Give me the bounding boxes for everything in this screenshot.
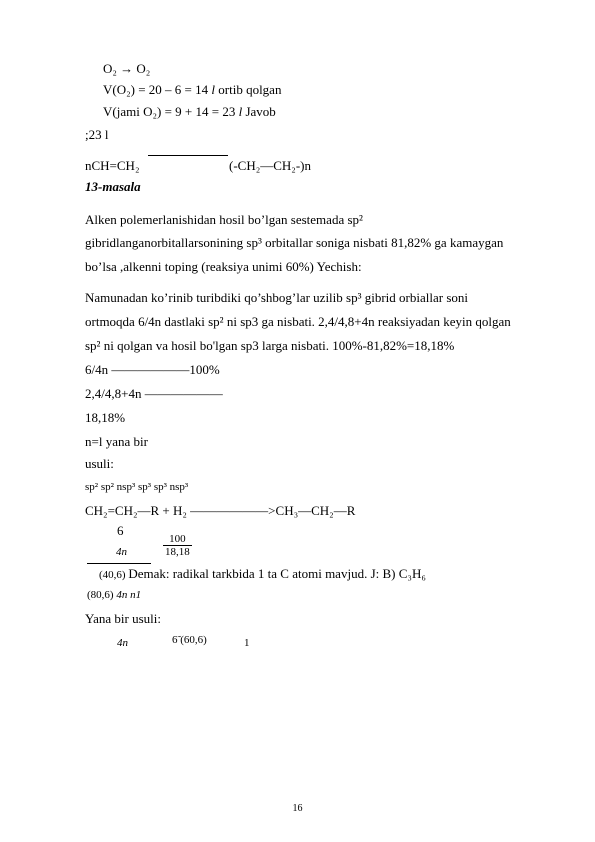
another-method-label: n=l yana bir [85,434,148,449]
hybridization-labels: sp² sp² nsp³ sp³ sp³ nsp³ [85,481,189,493]
method2-term-4n: 4n [117,637,128,649]
fraction-rule-left [87,563,151,564]
volume-o2-text: V(O₂) = 20 – 6 = 14 [103,82,212,97]
method2-term-6: 6̃ (60,6) [172,634,207,646]
solution-text-3: sp² ni qolgan va hosil bo'lgan sp3 larga nisbati. 100%-81,82%=18,18% [85,338,455,353]
volume-total-unit: l [238,104,243,119]
fraction-numerator-100: 100 [163,533,192,546]
volume-total-tail: Javob [242,104,276,119]
method2-term-1: 1 [244,637,250,649]
solution-text-2: ortmoqda 6/4n dastlaki sp² ni sp3 ga nisbati. 2,4/4,8+4n reaksiyadan keyin qolgan [85,314,511,329]
fraction-numerator-6: 6 [117,523,124,538]
line-reaction-o2: O₂ → O₂ [103,61,151,76]
page-number: 16 [292,803,303,814]
conclusion-prefix: (40,6) [99,569,129,581]
volume-total-text: V(jami O₂) = 9 + 14 = 23 [103,104,239,119]
line-volume-o2 [103,82,281,97]
polymerization-left: nCH=CH₂ [85,158,140,173]
fraction-100-over-18-18 [163,533,192,558]
problem-heading: 13-masala [85,179,141,194]
problem-text-2: gibridlanganorbitallarsonining sp³ orbitallar soniga nisbati 81,82% ga kamaygan [85,235,504,250]
volume-o2-tail: ortib qolgan [215,82,282,97]
hydrogenation-equation: CH₂=CH₂—R + H₂ ——————>CH₃—CH₂—R [85,503,356,518]
another-method-heading: Yana bir usuli: [85,611,161,626]
polymerization-arrow-line [148,155,228,156]
proportion-line-3: 18,18% [85,410,126,425]
aux-line [87,588,141,603]
problem-text-1: Alken polemerlanishidan hosil bo’lgan sestemada sp² [85,212,363,227]
fraction-denominator-4n: 4n [116,546,127,558]
method-label: usuli: [85,456,114,471]
aux-prefix: (80,6) [87,589,117,601]
conclusion-text: Demak: radikal tarkbida 1 ta C atomi mavjud. J: B) C₃H₆ [128,566,426,581]
proportion-line-2: 2,4/4,8+4n —————— [85,386,223,401]
solution-text-1: Namunadan ko’rinib turibdiki qo’shbog’lar uzilib sp³ gibrid orbiallar soni [85,290,468,305]
fraction-denominator-18-18: 18,18 [165,546,190,558]
proportion-line-1: 6/4n ——————100% [85,362,220,377]
polymerization-right: (-CH₂—CH₂-)n [229,158,311,173]
answer-value: ;23 l [85,127,109,142]
conclusion-line [99,566,426,583]
line-volume-total [103,104,276,119]
problem-text-3: bo’lsa ,alkenni toping (reaksiya unimi 60%) Yechish: [85,259,362,274]
volume-o2-unit: l [211,82,216,97]
aux-text: 4n n1 [116,589,142,601]
